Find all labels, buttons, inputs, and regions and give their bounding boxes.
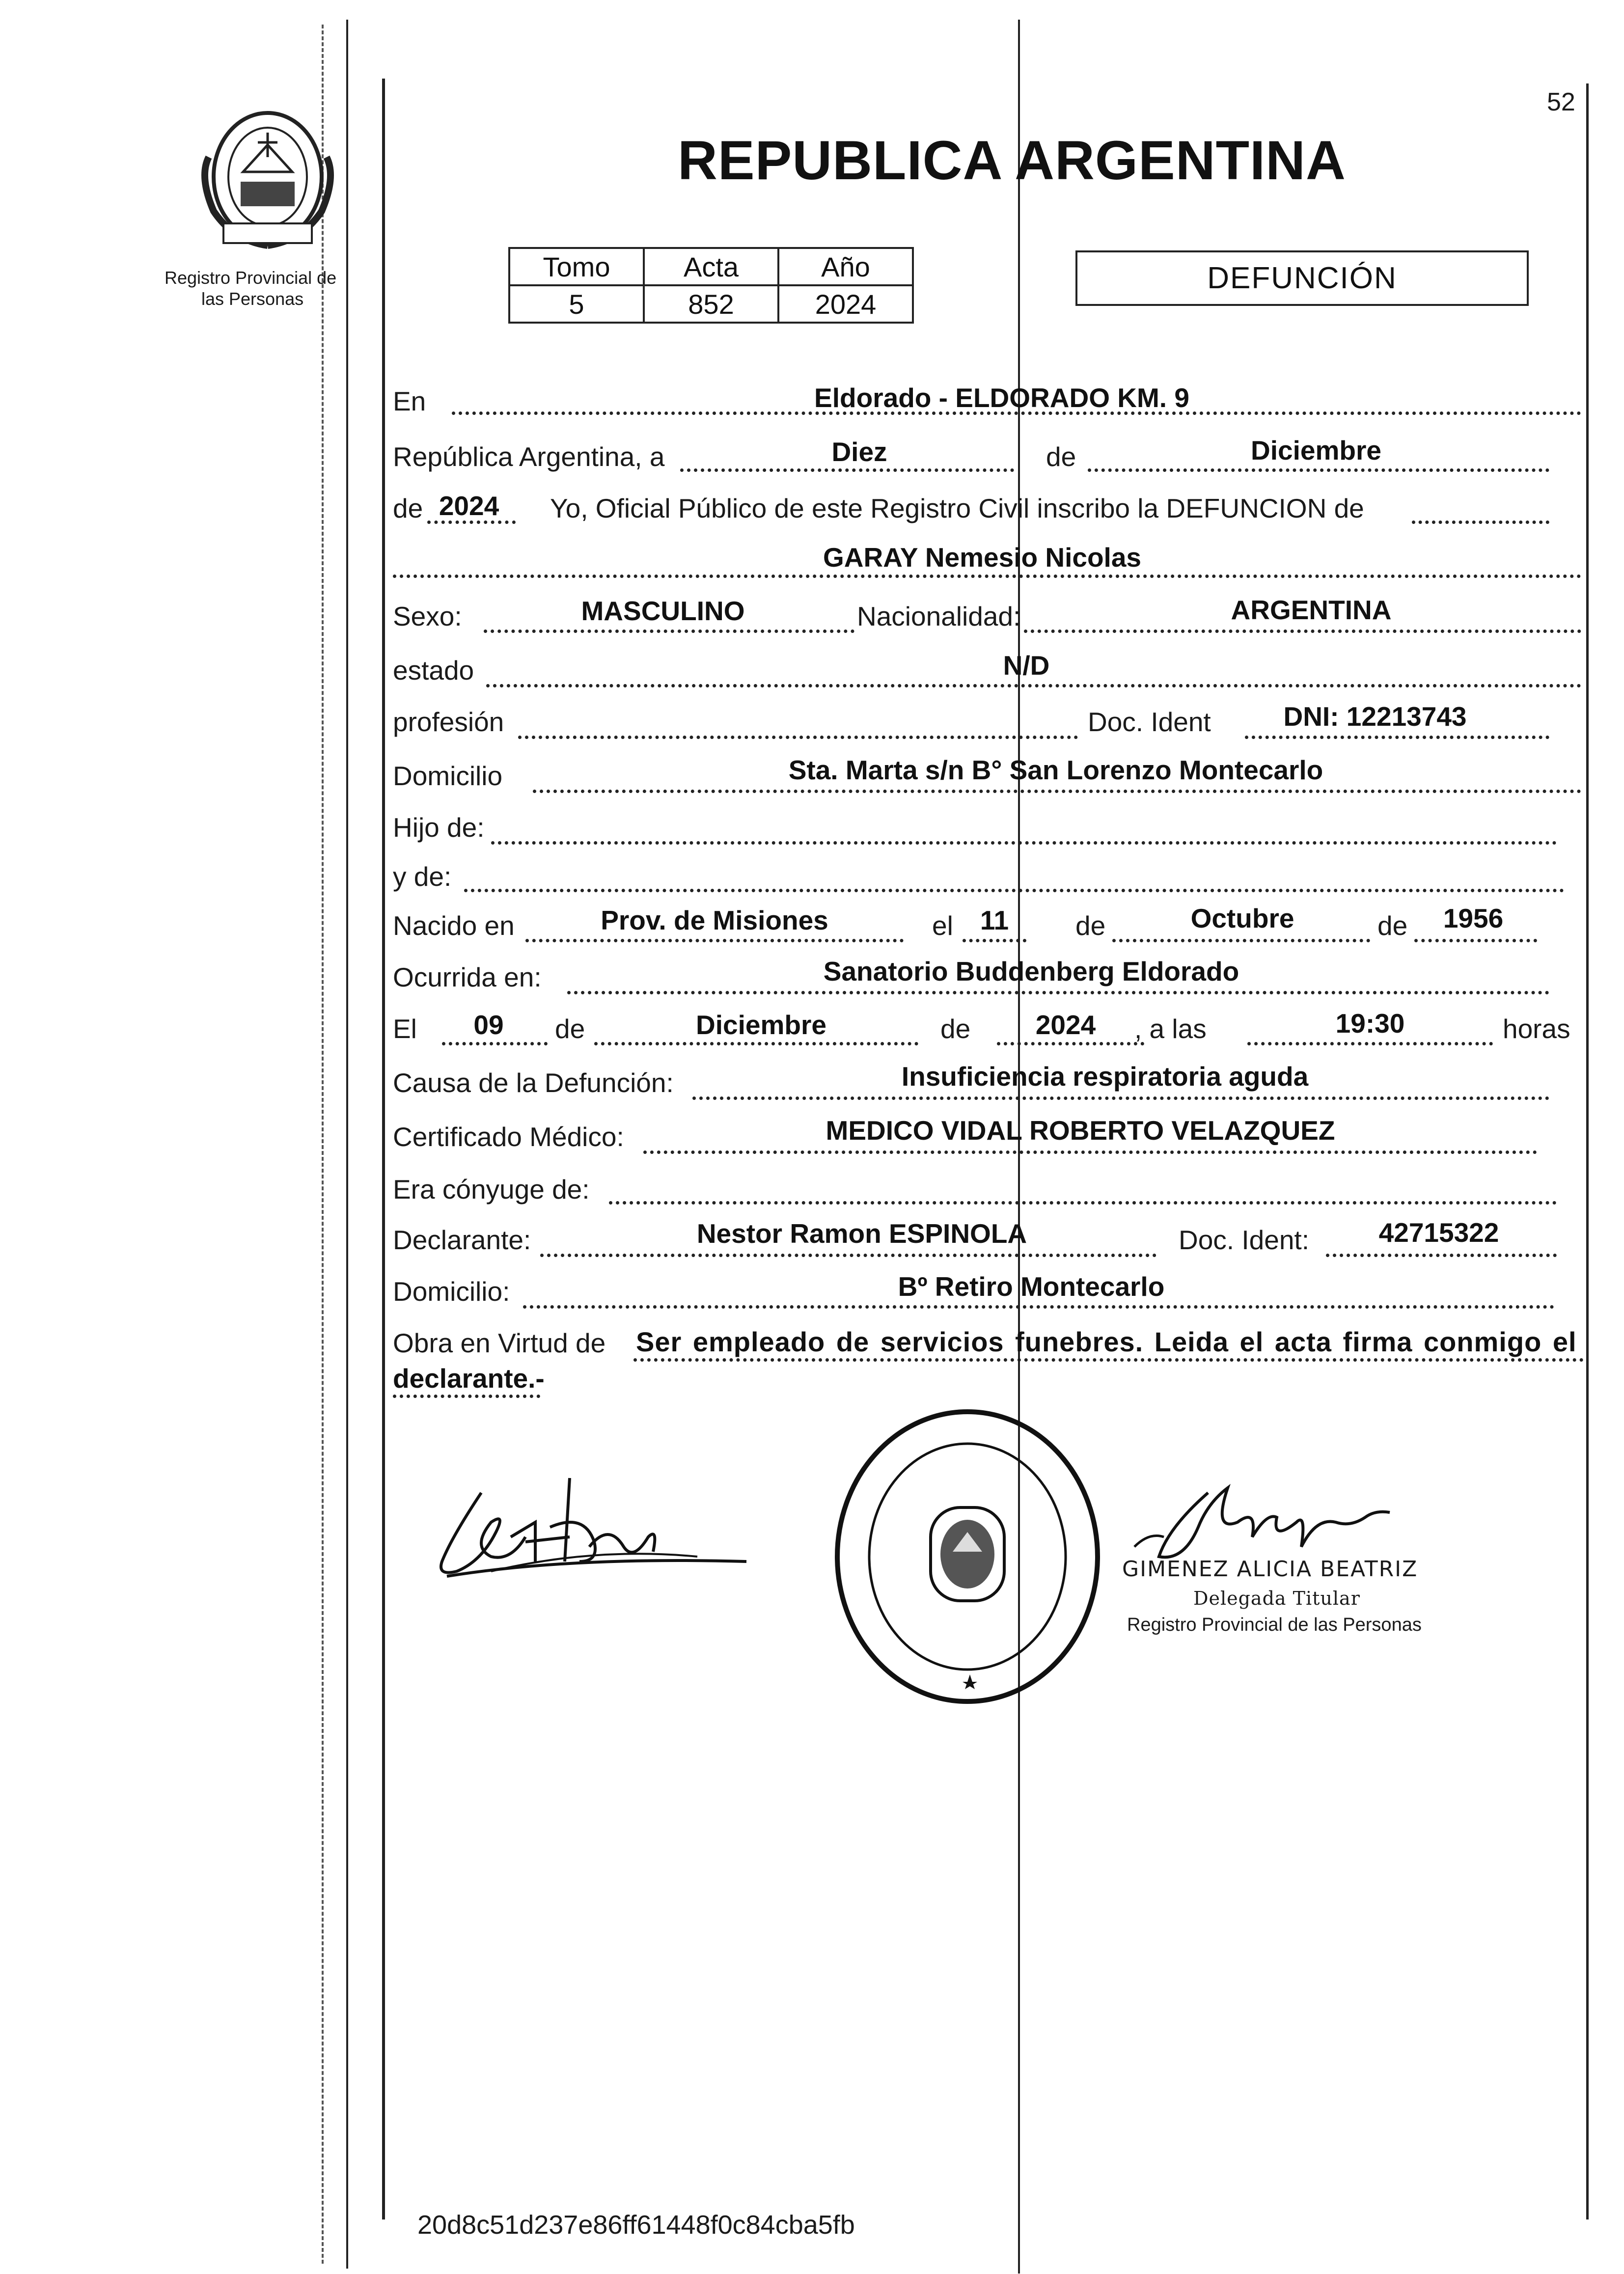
document-hash: 20d8c51d237e86ff61448f0c84cba5fb	[417, 2210, 855, 2240]
place-value: Eldorado - ELDORADO KM. 9	[814, 383, 1189, 413]
doc-ident2-label: Doc. Ident:	[1179, 1225, 1309, 1255]
el-label: el	[932, 910, 953, 941]
nacionalidad-label: Nacionalidad:	[857, 601, 1021, 631]
de3-label: de	[1075, 910, 1106, 941]
estado-label: estado	[393, 655, 474, 685]
document-type-box	[1075, 250, 1529, 306]
left-margin-dashed-line	[322, 25, 324, 2264]
left-margin-line-1	[346, 20, 348, 2269]
official-institution: Registro Provincial de las Personas	[1127, 1615, 1422, 1635]
record-table-header: Acta	[644, 248, 778, 285]
causa-label: Causa de la Defunción:	[393, 1068, 674, 1098]
declarante-dotted-line	[540, 1254, 1156, 1257]
death-cause: Insuficiencia respiratoria aguda	[901, 1061, 1309, 1092]
birth-place: Prov. de Misiones	[601, 905, 828, 935]
registry-name-line1: Registro Provincial de	[165, 268, 337, 288]
obra2-dotted-line	[393, 1395, 540, 1398]
certificado-dotted-line	[643, 1151, 1537, 1154]
nac-mes-dotted-line	[1112, 939, 1370, 942]
yde-label: y de:	[393, 861, 452, 892]
dni-dotted-line	[1245, 736, 1549, 739]
domicilio-label: Domicilio	[393, 761, 503, 791]
nationality-value: ARGENTINA	[1231, 595, 1392, 625]
domicilio2-dotted-line	[523, 1305, 1554, 1309]
record-table-header: Tomo	[509, 248, 644, 285]
death-month: Diciembre	[696, 1010, 826, 1040]
deceased-name: GARAY Nemesio Nicolas	[823, 542, 1142, 573]
sexo-dotted-line	[484, 630, 854, 633]
registry-name-line2: las Personas	[201, 289, 304, 309]
document-type-label: DEFUNCIÓN	[1207, 261, 1397, 295]
mes-dotted-line	[1088, 468, 1549, 472]
declarante-doc-dotted-line	[1326, 1254, 1557, 1257]
nac-anio-dotted-line	[1414, 939, 1537, 942]
el2-label: El	[393, 1014, 417, 1044]
right-margin-line	[1586, 83, 1589, 2219]
record-table	[508, 247, 914, 324]
declarant-signature	[422, 1463, 756, 1591]
ocurrida-label: Ocurrida en:	[393, 962, 542, 992]
record-table-cell: 852	[644, 285, 778, 323]
official-role: Delegada Titular	[1193, 1588, 1360, 1609]
civil-status-value: N/D	[1003, 650, 1050, 681]
hijo-label: Hijo de:	[393, 812, 485, 843]
page-title: REPUBLICA ARGENTINA	[678, 130, 1346, 191]
page-number: 52	[1547, 88, 1575, 116]
hijo-dotted-line	[491, 841, 1557, 845]
domicilio-dotted-line	[533, 790, 1581, 793]
declarant-address: Bº Retiro Montecarlo	[898, 1271, 1165, 1302]
declarant-name: Nestor Ramon ESPINOLA	[696, 1218, 1027, 1249]
declarante-label: Declarante:	[393, 1225, 531, 1255]
death-day: 09	[473, 1010, 504, 1040]
record-table-header-row	[509, 248, 913, 285]
declarant-document: 42715322	[1378, 1217, 1499, 1248]
profesion-dotted-line	[518, 736, 1078, 739]
ocurrida-dotted-line	[567, 991, 1549, 994]
center-fold-line	[1018, 20, 1020, 2274]
obra-label: Obra en Virtud de	[393, 1328, 606, 1358]
de-label: de	[1046, 441, 1076, 472]
conyuge-dotted-line	[609, 1201, 1557, 1205]
yde-dotted-line	[464, 889, 1564, 892]
deceased-address: Sta. Marta s/n B° San Lorenzo Montecarlo	[788, 755, 1323, 785]
registration-month: Diciembre	[1251, 435, 1381, 466]
grounds-text-line1: Ser empleado de servicios funebres. Leida el acta firma conmigo el	[636, 1326, 1577, 1357]
left-margin-line-2	[382, 79, 385, 2219]
death-place: Sanatorio Buddenberg Eldorado	[823, 956, 1239, 986]
profesion-label: profesión	[393, 707, 504, 737]
sexo-label: Sexo:	[393, 601, 462, 631]
registration-day: Diez	[831, 437, 887, 467]
nac-dia-dotted-line	[963, 939, 1026, 942]
record-table-cell: 2024	[778, 285, 913, 323]
record-table-header: Año	[778, 248, 913, 285]
de4-label: de	[1377, 910, 1408, 941]
record-table-cell: 5	[509, 285, 644, 323]
death-year: 2024	[1035, 1010, 1096, 1040]
certificado-label: Certificado Médico:	[393, 1122, 624, 1152]
fall-dia-dotted-line	[442, 1042, 548, 1045]
registry-stamp	[830, 1404, 1105, 1709]
dia-dotted-line	[680, 468, 1014, 472]
causa-dotted-line	[692, 1096, 1549, 1100]
alas-label: , a las	[1134, 1014, 1207, 1044]
en-label: En	[393, 386, 426, 416]
de2-label: de	[393, 493, 423, 523]
record-table-value-row	[509, 285, 913, 323]
province-seal	[189, 98, 346, 255]
fall-anio-dotted-line	[997, 1042, 1144, 1045]
nacionalidad-dotted-line	[1024, 630, 1581, 633]
fall-mes-dotted-line	[594, 1042, 918, 1045]
registration-year: 2024	[439, 491, 499, 521]
doc-ident-label: Doc. Ident	[1088, 707, 1211, 737]
name-dotted-line	[393, 575, 1581, 578]
deceased-dni: DNI: 12213743	[1283, 701, 1467, 732]
statement-dotted-line	[1412, 521, 1549, 524]
horas-label: horas	[1503, 1014, 1570, 1044]
nacido-lugar-dotted-line	[525, 939, 904, 942]
republica-label: República Argentina, a	[393, 441, 665, 472]
estado-dotted-line	[486, 684, 1581, 687]
birth-month: Octubre	[1190, 903, 1294, 933]
statement-text: Yo, Oficial Público de este Registro Civil inscribo la DEFUNCION de	[550, 493, 1364, 523]
birth-day: 11	[980, 905, 1009, 935]
conyuge-label: Era cónyuge de:	[393, 1174, 590, 1205]
de6-label: de	[940, 1014, 971, 1044]
death-time: 19:30	[1335, 1008, 1405, 1039]
official-name: GIMENEZ ALICIA BEATRIZ	[1122, 1557, 1418, 1582]
hora-dotted-line	[1247, 1042, 1493, 1045]
grounds-text-line2: declarante.-	[393, 1363, 545, 1394]
birth-year: 1956	[1443, 903, 1504, 933]
medical-certificate: MEDICO VIDAL ROBERTO VELAZQUEZ	[826, 1115, 1335, 1146]
sex-value: MASCULINO	[581, 596, 745, 626]
obra-dotted-line	[633, 1358, 1584, 1362]
nacido-label: Nacido en	[393, 910, 515, 941]
de5-label: de	[555, 1014, 585, 1044]
domicilio2-label: Domicilio:	[393, 1276, 510, 1307]
